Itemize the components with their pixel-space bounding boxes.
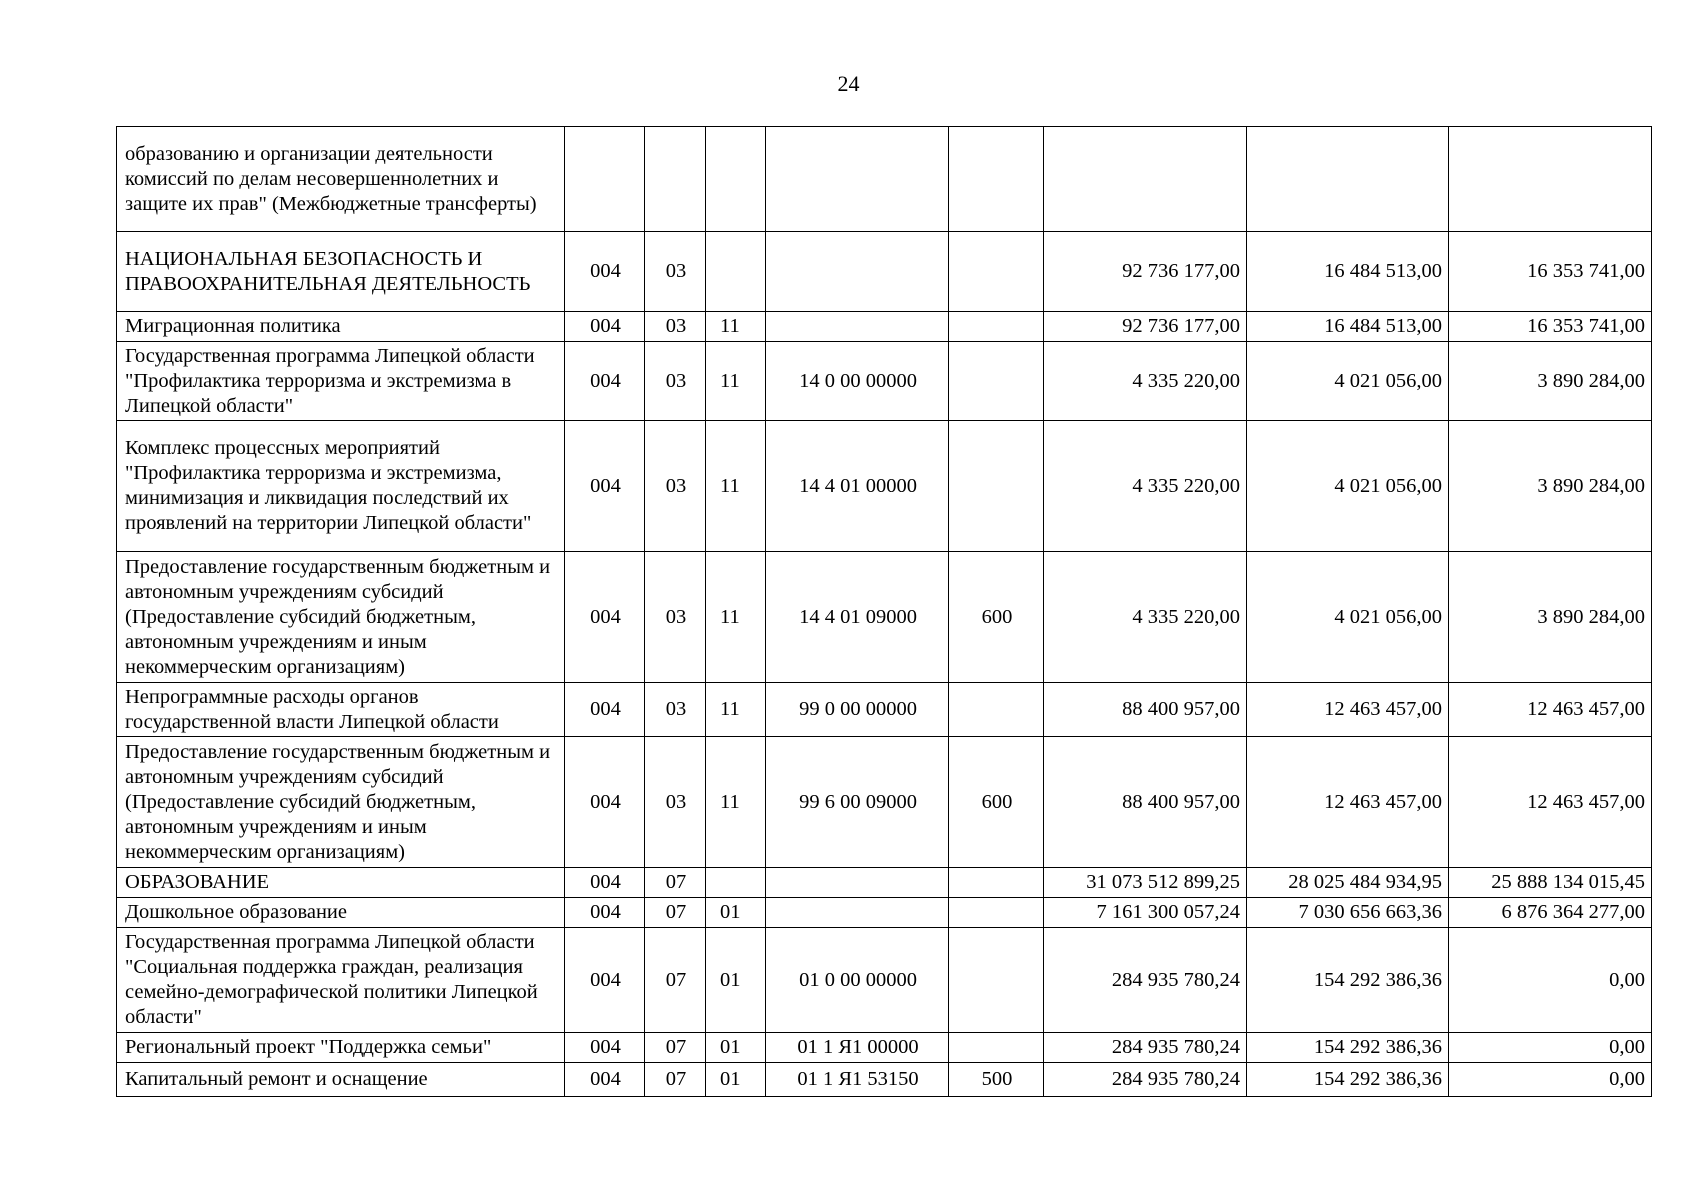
expense-type-cell (949, 928, 1044, 1033)
subsection-code-cell: 01 (706, 898, 766, 928)
table-row (117, 232, 1652, 312)
amount-year1-cell: 92 736 177,00 (1044, 312, 1247, 342)
table-row (117, 552, 1652, 683)
amount-year3-cell: 3 890 284,00 (1449, 421, 1652, 552)
amount-year2-cell: 4 021 056,00 (1247, 342, 1449, 421)
section-code-cell: 07 (645, 868, 706, 898)
target-article-cell (766, 312, 949, 342)
expense-type-cell (949, 232, 1044, 312)
amount-year1-cell: 284 935 780,24 (1044, 1063, 1247, 1097)
target-article-cell (766, 868, 949, 898)
section-code-cell: 03 (645, 552, 706, 683)
amount-year2-cell (1247, 127, 1449, 232)
section-code-cell: 03 (645, 312, 706, 342)
page-number: 24 (837, 71, 860, 96)
row-name-cell: образованию и организации деятельности комиссий по делам несовершеннолетних и защите их прав" (Межбюджетные трансферты) (117, 127, 565, 232)
row-name-cell: Капитальный ремонт и оснащение (117, 1063, 565, 1097)
budget-table (116, 126, 1652, 1097)
row-name-cell: Региональный проект "Поддержка семьи" (117, 1033, 565, 1063)
subsection-code-cell: 01 (706, 1063, 766, 1097)
amount-year1-cell: 88 400 957,00 (1044, 683, 1247, 737)
row-name-cell: Непрограммные расходы органов государственной власти Липецкой области (117, 683, 565, 737)
amount-year3-cell: 0,00 (1449, 928, 1652, 1033)
target-article-cell: 14 4 01 09000 (766, 552, 949, 683)
expense-type-cell (949, 1033, 1044, 1063)
row-name-cell: ОБРАЗОВАНИЕ (117, 868, 565, 898)
amount-year3-cell: 16 353 741,00 (1449, 232, 1652, 312)
row-name-cell: Миграционная политика (117, 312, 565, 342)
expense-type-cell (949, 312, 1044, 342)
subsection-code-cell: 11 (706, 312, 766, 342)
subsection-code-cell: 01 (706, 1033, 766, 1063)
target-article-cell (766, 127, 949, 232)
row-name-cell: Государственная программа Липецкой области "Профилактика терроризма и экстремизма в Липецкой области" (117, 342, 565, 421)
table-row (117, 1063, 1652, 1097)
amount-year2-cell: 154 292 386,36 (1247, 1063, 1449, 1097)
amount-year1-cell: 284 935 780,24 (1044, 1033, 1247, 1063)
amount-year2-cell: 12 463 457,00 (1247, 737, 1449, 868)
expense-type-cell: 600 (949, 737, 1044, 868)
target-article-cell: 01 1 Я1 53150 (766, 1063, 949, 1097)
amount-year2-cell: 4 021 056,00 (1247, 421, 1449, 552)
subsection-code-cell: 11 (706, 737, 766, 868)
target-article-cell (766, 232, 949, 312)
amount-year3-cell: 12 463 457,00 (1449, 683, 1652, 737)
department-code-cell: 004 (565, 683, 645, 737)
expense-type-cell (949, 421, 1044, 552)
amount-year3-cell: 3 890 284,00 (1449, 342, 1652, 421)
section-code-cell: 03 (645, 232, 706, 312)
target-article-cell: 99 0 00 00000 (766, 683, 949, 737)
department-code-cell: 004 (565, 1033, 645, 1063)
subsection-code-cell: 01 (706, 928, 766, 1033)
target-article-cell (766, 898, 949, 928)
amount-year3-cell (1449, 127, 1652, 232)
amount-year2-cell: 12 463 457,00 (1247, 683, 1449, 737)
amount-year2-cell: 154 292 386,36 (1247, 1033, 1449, 1063)
department-code-cell: 004 (565, 232, 645, 312)
expense-type-cell (949, 898, 1044, 928)
section-code-cell (645, 127, 706, 232)
amount-year3-cell: 3 890 284,00 (1449, 552, 1652, 683)
expense-type-cell (949, 868, 1044, 898)
table-row (117, 421, 1652, 552)
table-row (117, 898, 1652, 928)
department-code-cell: 004 (565, 737, 645, 868)
table-row (117, 312, 1652, 342)
department-code-cell: 004 (565, 421, 645, 552)
amount-year2-cell: 16 484 513,00 (1247, 312, 1449, 342)
expense-type-cell (949, 127, 1044, 232)
amount-year1-cell: 31 073 512 899,25 (1044, 868, 1247, 898)
department-code-cell: 004 (565, 312, 645, 342)
subsection-code-cell: 11 (706, 552, 766, 683)
table-row (117, 868, 1652, 898)
subsection-code-cell: 11 (706, 421, 766, 552)
amount-year3-cell: 12 463 457,00 (1449, 737, 1652, 868)
table-row (117, 928, 1652, 1033)
section-code-cell: 03 (645, 342, 706, 421)
amount-year3-cell: 0,00 (1449, 1033, 1652, 1063)
target-article-cell: 99 6 00 09000 (766, 737, 949, 868)
section-code-cell: 07 (645, 1033, 706, 1063)
row-name-cell: Предоставление государственным бюджетным и автономным учреждениям субсидий (Предоставление субсидий бюджетным, автономным учреждениям и иным некоммерческим организациям) (117, 737, 565, 868)
department-code-cell: 004 (565, 1063, 645, 1097)
amount-year2-cell: 7 030 656 663,36 (1247, 898, 1449, 928)
amount-year1-cell (1044, 127, 1247, 232)
section-code-cell: 03 (645, 683, 706, 737)
amount-year1-cell: 7 161 300 057,24 (1044, 898, 1247, 928)
expense-type-cell (949, 342, 1044, 421)
target-article-cell: 14 4 01 00000 (766, 421, 949, 552)
subsection-code-cell (706, 232, 766, 312)
subsection-code-cell: 11 (706, 683, 766, 737)
table-row (117, 683, 1652, 737)
row-name-cell: Предоставление государственным бюджетным и автономным учреждениям субсидий (Предоставление субсидий бюджетным, автономным учреждениям и иным некоммерческим организациям) (117, 552, 565, 683)
department-code-cell: 004 (565, 342, 645, 421)
row-name-cell: Дошкольное образование (117, 898, 565, 928)
target-article-cell: 14 0 00 00000 (766, 342, 949, 421)
table-row (117, 737, 1652, 868)
target-article-cell: 01 1 Я1 00000 (766, 1033, 949, 1063)
expense-type-cell: 500 (949, 1063, 1044, 1097)
subsection-code-cell (706, 868, 766, 898)
section-code-cell: 07 (645, 1063, 706, 1097)
row-name-cell: НАЦИОНАЛЬНАЯ БЕЗОПАСНОСТЬ И ПРАВООХРАНИТЕЛЬНАЯ ДЕЯТЕЛЬНОСТЬ (117, 232, 565, 312)
amount-year1-cell: 284 935 780,24 (1044, 928, 1247, 1033)
amount-year3-cell: 25 888 134 015,45 (1449, 868, 1652, 898)
amount-year1-cell: 4 335 220,00 (1044, 342, 1247, 421)
department-code-cell: 004 (565, 928, 645, 1033)
amount-year3-cell: 16 353 741,00 (1449, 312, 1652, 342)
department-code-cell: 004 (565, 552, 645, 683)
subsection-code-cell (706, 127, 766, 232)
department-code-cell: 004 (565, 868, 645, 898)
target-article-cell: 01 0 00 00000 (766, 928, 949, 1033)
amount-year2-cell: 4 021 056,00 (1247, 552, 1449, 683)
section-code-cell: 03 (645, 737, 706, 868)
expense-type-cell (949, 683, 1044, 737)
amount-year2-cell: 16 484 513,00 (1247, 232, 1449, 312)
amount-year1-cell: 88 400 957,00 (1044, 737, 1247, 868)
amount-year1-cell: 4 335 220,00 (1044, 552, 1247, 683)
table-row (117, 127, 1652, 232)
department-code-cell (565, 127, 645, 232)
row-name-cell: Государственная программа Липецкой области "Социальная поддержка граждан, реализация семейно-демографической политики Липецкой области" (117, 928, 565, 1033)
amount-year1-cell: 92 736 177,00 (1044, 232, 1247, 312)
amount-year2-cell: 154 292 386,36 (1247, 928, 1449, 1033)
section-code-cell: 07 (645, 928, 706, 1033)
amount-year3-cell: 0,00 (1449, 1063, 1652, 1097)
table-row (117, 1033, 1652, 1063)
section-code-cell: 07 (645, 898, 706, 928)
section-code-cell: 03 (645, 421, 706, 552)
row-name-cell: Комплекс процессных мероприятий "Профилактика терроризма и экстремизма, минимизация и ликвидация последствий их проявлений на территории Липецкой области" (117, 421, 565, 552)
amount-year3-cell: 6 876 364 277,00 (1449, 898, 1652, 928)
subsection-code-cell: 11 (706, 342, 766, 421)
amount-year1-cell: 4 335 220,00 (1044, 421, 1247, 552)
department-code-cell: 004 (565, 898, 645, 928)
table-row (117, 342, 1652, 421)
amount-year2-cell: 28 025 484 934,95 (1247, 868, 1449, 898)
expense-type-cell: 600 (949, 552, 1044, 683)
